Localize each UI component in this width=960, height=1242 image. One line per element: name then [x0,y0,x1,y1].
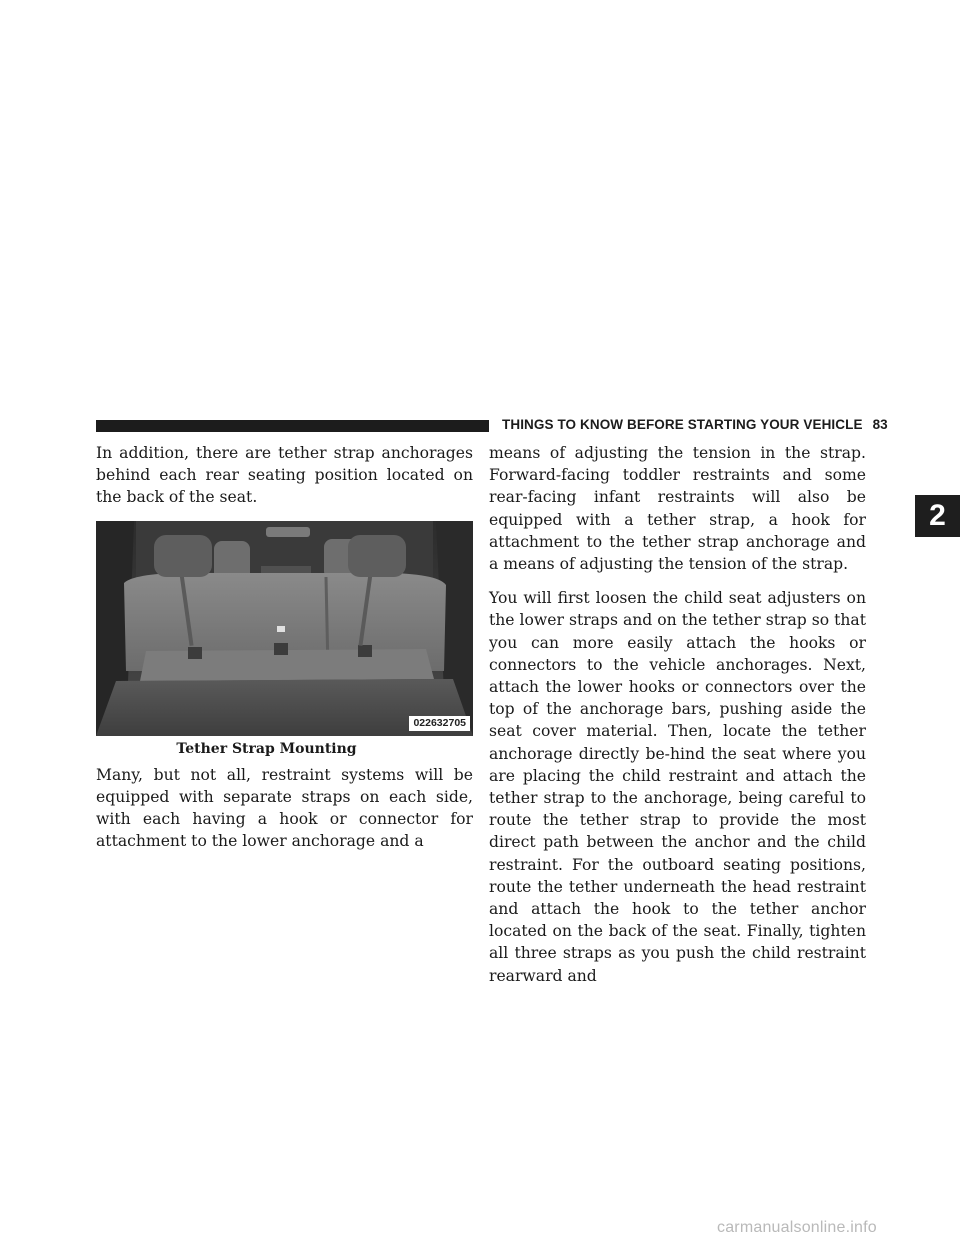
header-rule [96,420,489,432]
running-header [502,417,888,432]
figure-code: 022632705 [409,716,470,731]
figure-caption: Tether Strap Mounting [176,740,357,757]
section-title: THINGS TO KNOW BEFORE STARTING YOUR VEHICLE [502,417,863,432]
left-column [96,442,473,864]
page-number: 83 [872,417,888,432]
tether-strap-photo [96,521,473,736]
paragraph: Many, but not all, restraint systems will be equipped with separate straps on each side, with each having a hook or connector for attachment to the lower anchorage and a [96,765,473,851]
paragraph: In addition, there are tether strap anchorages behind each rear seating position located on the back of the seat. [96,444,473,507]
paragraph: You will first loosen the child seat adjusters on the lower straps and on the tether strap so that you can more easily attach the hooks or connectors to the vehicle anchorages. Next, attach the lower hooks or connectors over the top of the anchorage bars, pushing aside the seat cover material. Then, locate the tether anchorage directly be-hind the seat where you are placing the child restraint and attach the tether strap to the anchorage, being careful to route the tether strap to provide the most direct path between the anchor and the child restraint. For the outboard seating positions, route the tether underneath the head restraint and attach the hook to the tether anchor located on the back of the seat. Finally, tighten all three straps as you push the child restraint rearward and [489,589,866,985]
right-column [489,442,866,999]
chapter-tab: 2 [915,495,960,537]
seat-illustration [96,521,473,736]
watermark: carmanualsonline.info [717,1219,877,1236]
paragraph: means of adjusting the tension in the strap. Forward-facing toddler restraints and some rear-facing infant restraints will also be equipped with a tether strap, a hook for attachment to the tether strap anchorage and a means of adjusting the tension of the strap. [489,444,866,574]
